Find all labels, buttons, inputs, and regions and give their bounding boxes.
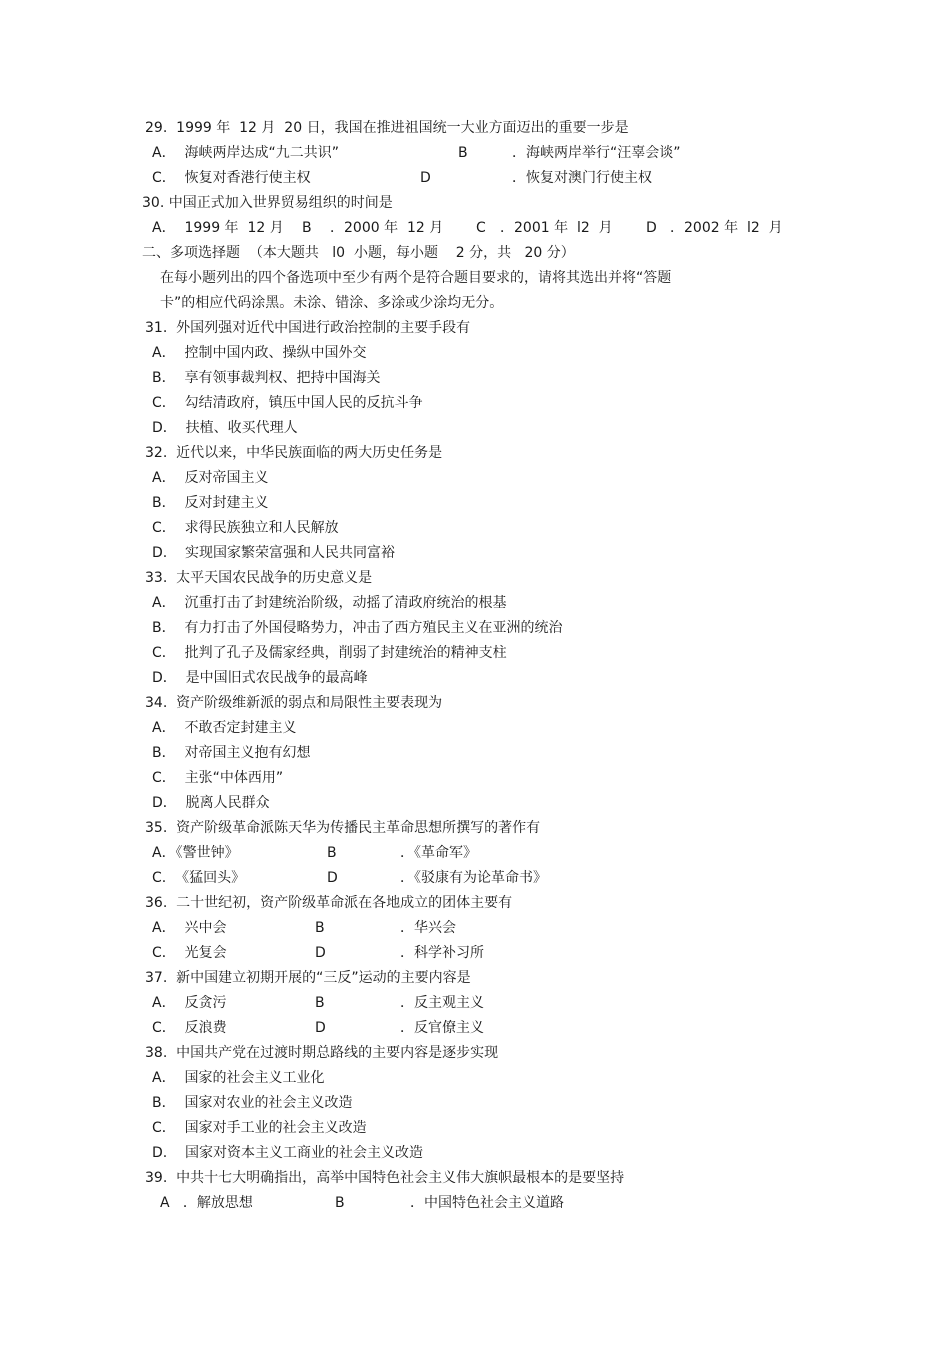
text-line-4-seg-0: A． 1999 年 12 月	[152, 220, 284, 236]
text-line-4-seg-5: D	[646, 220, 657, 236]
text-line-16-seg-0: C． 求得民族独立和人民解放	[152, 520, 339, 536]
text-line-19-seg-0: A． 沉重打击了封建统治阶级，动摇了清政府统治的根基	[152, 595, 507, 611]
text-line-36-seg-2: ．反官僚主义	[400, 1020, 484, 1036]
text-line-42-seg-0: 39. 中共十七大明确指出，高举中国特色社会主义伟大旗帜最根本的是要坚持	[145, 1170, 625, 1186]
text-line-6-seg-0: 在每小题列出的四个备选项中至少有两个是符合题目要求的，请将其选出并将“答题	[160, 270, 672, 286]
text-line-2-seg-0: C． 恢复对香港行使主权	[152, 170, 311, 186]
text-line-33-seg-1: D	[315, 945, 326, 961]
text-line-34-seg-0: 37. 新中国建立初期开展的“三反”运动的主要内容是	[145, 970, 471, 986]
text-line-29-seg-1: B	[327, 845, 337, 861]
text-line-38-seg-0: A． 国家的社会主义工业化	[152, 1070, 325, 1086]
text-line-28-seg-0: 35. 资产阶级革命派陈天华为传播民主革命思想所撰写的著作有	[145, 820, 541, 836]
text-line-41-seg-0: D. 国家对资本主义工商业的社会主义改造	[152, 1145, 424, 1161]
text-line-43-seg-1: B	[335, 1195, 345, 1211]
text-line-18-seg-0: 33. 太平天国农民战争的历史意义是	[145, 570, 373, 586]
text-line-1-seg-0: A． 海峡两岸达成“九二共识”	[152, 145, 339, 161]
text-line-24-seg-0: A． 不敢否定封建主义	[152, 720, 297, 736]
text-line-39-seg-0: B． 国家对农业的社会主义改造	[152, 1095, 353, 1111]
text-line-40-seg-0: C． 国家对手工业的社会主义改造	[152, 1120, 367, 1136]
text-line-43-seg-0: A ．解放思想	[160, 1195, 253, 1211]
text-line-14-seg-0: A． 反对帝国主义	[152, 470, 269, 486]
text-line-23-seg-0: 34. 资产阶级维新派的弱点和局限性主要表现为	[145, 695, 443, 711]
text-line-7-seg-0: 卡”的相应代码涂黑。未涂、错涂、多涂或少涂均无分。	[160, 295, 504, 311]
text-line-5-seg-0: 二、多项选择题 （本大题共 l0 小题，每小题 2 分，共 20 分）	[142, 245, 575, 261]
text-line-17-seg-0: D. 实现国家繁荣富强和人民共同富裕	[152, 545, 396, 561]
text-line-15-seg-0: B． 反对封建主义	[152, 495, 269, 511]
text-line-29-seg-0: A．《警世钟》	[152, 845, 239, 861]
text-line-13-seg-0: 32. 近代以来，中华民族面临的两大历史任务是	[145, 445, 443, 461]
text-line-36-seg-1: D	[315, 1020, 326, 1036]
text-line-43-seg-2: ．中国特色社会主义道路	[410, 1195, 564, 1211]
text-line-30-seg-2: ．《驳康有为论革命书》	[400, 870, 547, 886]
text-line-30-seg-1: D	[327, 870, 338, 886]
text-line-4-seg-2: ．2000 年 12 月	[330, 220, 444, 236]
text-line-32-seg-1: B	[315, 920, 325, 936]
text-line-33-seg-0: C． 光复会	[152, 945, 227, 961]
text-line-10-seg-0: B． 享有领事裁判权、把持中国海关	[152, 370, 381, 386]
text-line-4-seg-4: ．2001 年 l2 月	[500, 220, 613, 236]
text-line-35-seg-1: B	[315, 995, 325, 1011]
text-line-35-seg-0: A． 反贪污	[152, 995, 227, 1011]
text-line-11-seg-0: C． 勾结清政府，镇压中国人民的反抗斗争	[152, 395, 423, 411]
text-line-32-seg-2: ．华兴会	[400, 920, 456, 936]
text-line-4-seg-6: ．2002 年 l2 月	[670, 220, 783, 236]
text-line-22-seg-0: D． 是中国旧式农民战争的最高峰	[152, 670, 368, 686]
text-line-1-seg-1: B	[458, 145, 468, 161]
text-line-35-seg-2: ．反主观主义	[400, 995, 484, 1011]
text-line-3-seg-0: 30. 中国正式加入世界贸易组织的时间是	[142, 195, 393, 211]
text-line-36-seg-0: C． 反浪费	[152, 1020, 227, 1036]
text-line-2-seg-1: D	[420, 170, 431, 186]
text-line-26-seg-0: C． 主张“中体西用”	[152, 770, 284, 786]
text-line-29-seg-2: ．《革命军》	[400, 845, 477, 861]
text-line-12-seg-0: D． 扶植、收买代理人	[152, 420, 298, 436]
text-line-0-seg-0: 29. 1999 年 12 月 20 日，我国在推进祖国统一大业方面迈出的重要一步是	[145, 120, 629, 136]
text-line-30-seg-0: C. 《猛回头》	[152, 870, 246, 886]
text-line-9-seg-0: A． 控制中国内政、操纵中国外交	[152, 345, 367, 361]
text-line-31-seg-0: 36. 二十世纪初，资产阶级革命派在各地成立的团体主要有	[145, 895, 513, 911]
text-line-37-seg-0: 38. 中国共产党在过渡时期总路线的主要内容是逐步实现	[145, 1045, 499, 1061]
text-line-20-seg-0: B． 有力打击了外国侵略势力，冲击了西方殖民主义在亚洲的统治	[152, 620, 563, 636]
text-line-27-seg-0: D． 脱离人民群众	[152, 795, 270, 811]
text-line-1-seg-2: ．海峡两岸举行“汪辜会谈”	[512, 145, 681, 161]
text-line-25-seg-0: B． 对帝国主义抱有幻想	[152, 745, 311, 761]
text-line-32-seg-0: A． 兴中会	[152, 920, 227, 936]
text-line-8-seg-0: 31. 外国列强对近代中国进行政治控制的主要手段有	[145, 320, 471, 336]
text-line-33-seg-2: ．科学补习所	[400, 945, 484, 961]
text-line-4-seg-1: B	[302, 220, 312, 236]
text-line-4-seg-3: C	[476, 220, 486, 236]
text-line-21-seg-0: C． 批判了孔子及儒家经典，削弱了封建统治的精神支柱	[152, 645, 507, 661]
text-line-2-seg-2: ．恢复对澳门行使主权	[512, 170, 652, 186]
